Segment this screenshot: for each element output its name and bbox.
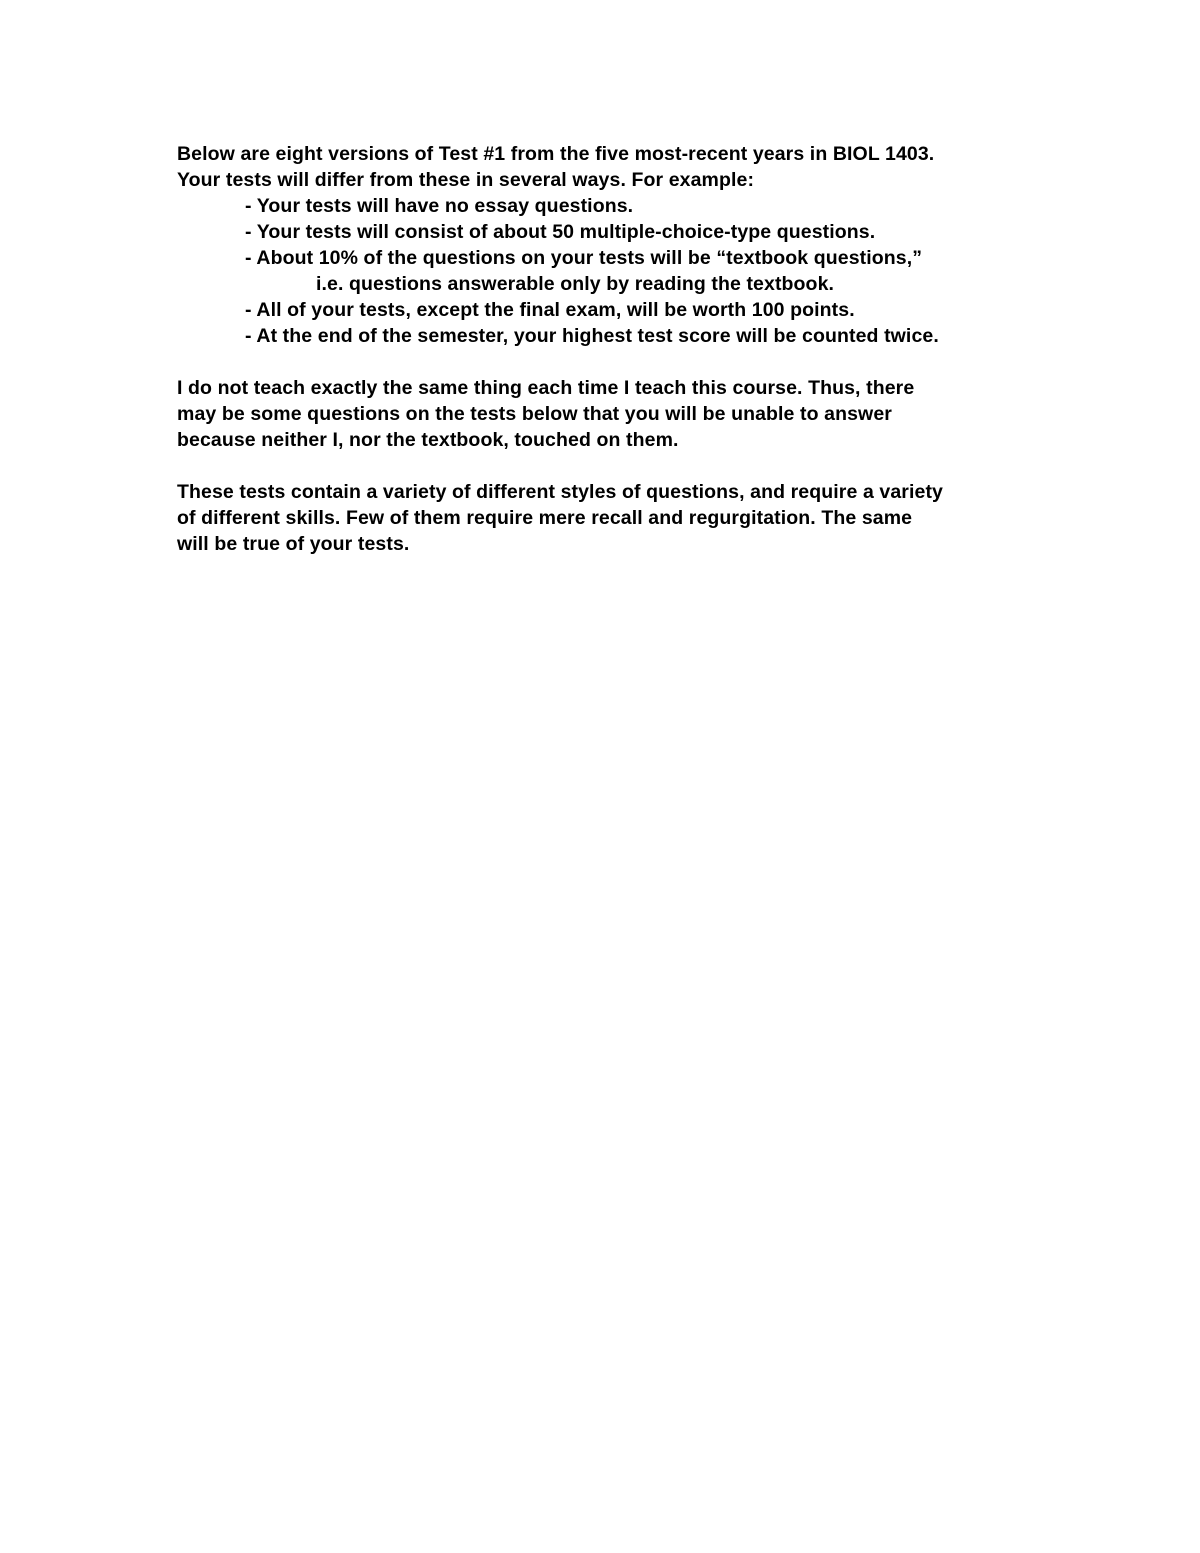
paragraph-3-line-2: of different skills. Few of them require mere recall and regurgitation. The same — [177, 507, 913, 529]
difference-item-no-essay: - Your tests will have no essay questions. — [245, 195, 634, 217]
paragraph-3-line-1: These tests contain a variety of different styles of questions, and require a variety — [177, 481, 943, 503]
paragraph-2-line-1: I do not teach exactly the same thing each time I teach this course. Thus, there — [177, 377, 915, 399]
paragraph-spacer — [177, 349, 1037, 375]
paragraph-2-line-2: may be some questions on the tests below that you will be unable to answer — [177, 403, 892, 425]
paragraph-spacer — [177, 453, 1037, 479]
difference-item-100-points: - All of your tests, except the final exam, will be worth 100 points. — [245, 299, 855, 321]
intro-line-1: Below are eight versions of Test #1 from the five most-recent years in BIOL 1403. — [177, 143, 935, 165]
difference-item-textbook-questions: - About 10% of the questions on your tests will be “textbook questions,” — [245, 247, 923, 269]
intro-line-2: Your tests will differ from these in several ways. For example: — [177, 169, 755, 191]
paragraph-3-line-3: will be true of your tests. — [177, 533, 410, 555]
document-body — [177, 141, 1037, 557]
difference-item-highest-score: - At the end of the semester, your highest test score will be counted twice. — [245, 325, 939, 347]
difference-item-multiple-choice: - Your tests will consist of about 50 multiple-choice-type questions. — [245, 221, 876, 243]
paragraph-2-line-3: because neither I, nor the textbook, touched on them. — [177, 429, 679, 451]
difference-item-textbook-questions-continued: i.e. questions answerable only by reading the textbook. — [316, 273, 835, 295]
